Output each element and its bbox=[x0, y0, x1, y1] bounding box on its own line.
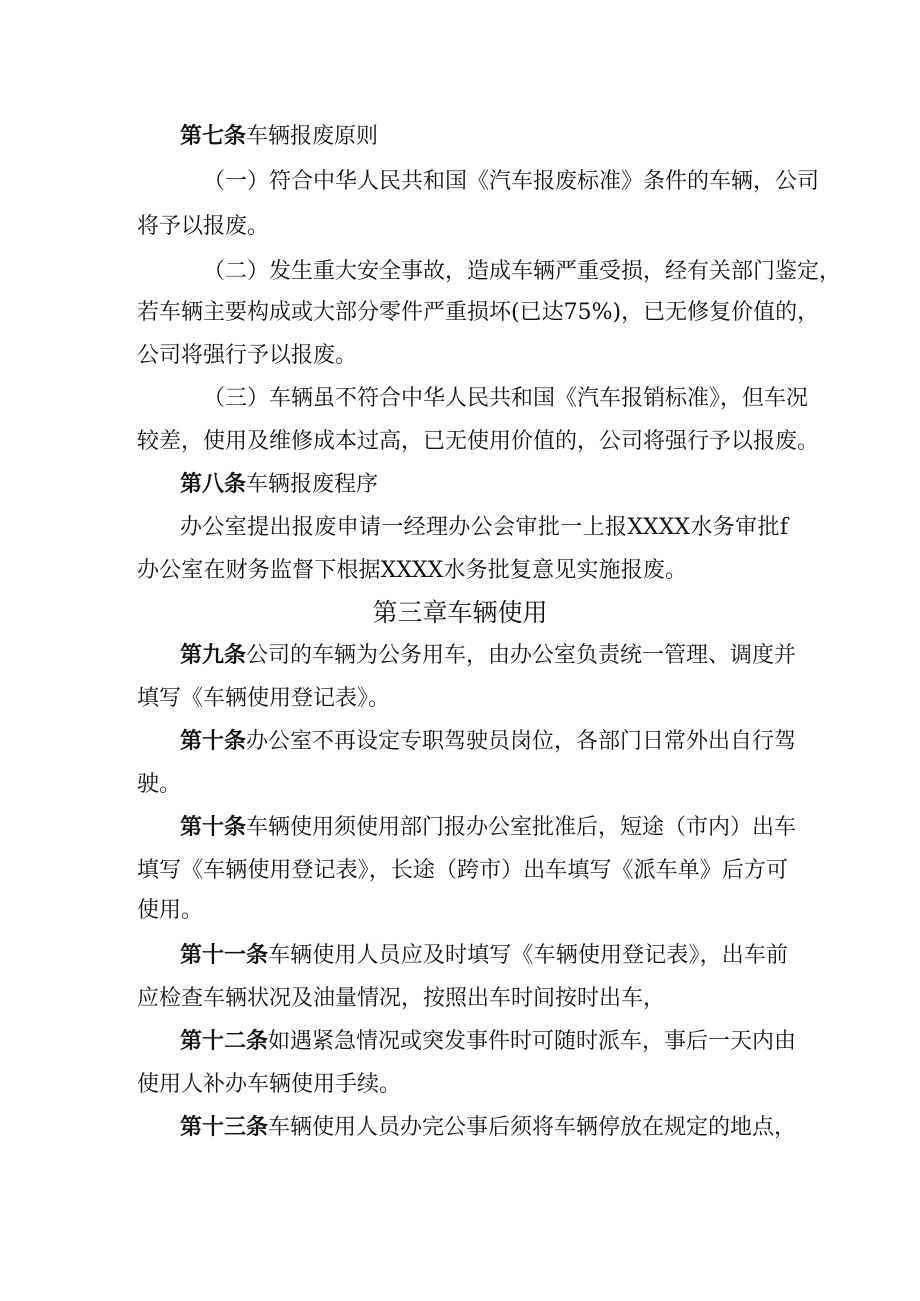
article-12-label: 第十二条 bbox=[180, 1029, 269, 1054]
chapter-3-title: 第三章车辆使用 bbox=[372, 598, 548, 627]
article-7-heading-line bbox=[0, 122, 920, 152]
article-11-label: 第十一条 bbox=[180, 943, 269, 968]
article-10b-label: 第十条 bbox=[180, 815, 247, 840]
article-9-label: 第九条 bbox=[180, 643, 247, 668]
article-8-heading-line bbox=[0, 470, 920, 500]
article-7-title: 车辆报废原则 bbox=[246, 124, 379, 149]
article-8-label: 第八条 bbox=[180, 472, 247, 497]
article-13-label: 第十三条 bbox=[180, 1115, 269, 1140]
article-10a-label: 第十条 bbox=[180, 729, 247, 754]
document-page: 第七条车辆报废原则 （一）符合中华人民共和国《汽车报废标准》条件的车辆，公司 将予以报废。 （二）发生重大安全事故，造成车辆严重受损，经有关部门鉴定， 若车辆主要构成或大部分零件严重损坏(已达75%)，已无修复价值的， 公司将强行予以报废。 （三）车辆虽不符合中华人民共和国《汽车报销标准》，但车况 较差，使用及维修成本过高，已无使用价值的，公司将强行予以报废。 第八条车辆报废程序 办公室提出报废申请一经理办公会审批一上报XXXX水务审批f 办公室在财务监督下根据XXXX水务批复意见实施报废。 第三章车辆使用 第九条 公司的车辆为公务用车，由办公室负责统一管理、调度并 填写《车辆使用登记表》。 第十条 办公室不再设定专职驾驶员岗位，各部门日常外出自行驾 驶。 第十条 车辆使用须使用部门报办公室批准后，短途（市内）出车 填写《车辆使用登记表》，长途（跨市）出车填写《派车单》后方可 使用。 第十一条 车辆使用人员应及时填写《车辆使用登记表》，出车前 应检查车辆状况及油量情况，按照出车时间按时出车， 第十二条 如遇紧急情况或突发事件时可随时派车，事后一天内由 使用人补办车辆使用手续。 第十三条 车辆使用人员办完公事后须将车辆停放在规定的地点， bbox=[0, 0, 920, 1301]
article-8-title: 车辆报废程序 bbox=[246, 472, 379, 497]
article-7-label: 第七条 bbox=[180, 124, 247, 149]
